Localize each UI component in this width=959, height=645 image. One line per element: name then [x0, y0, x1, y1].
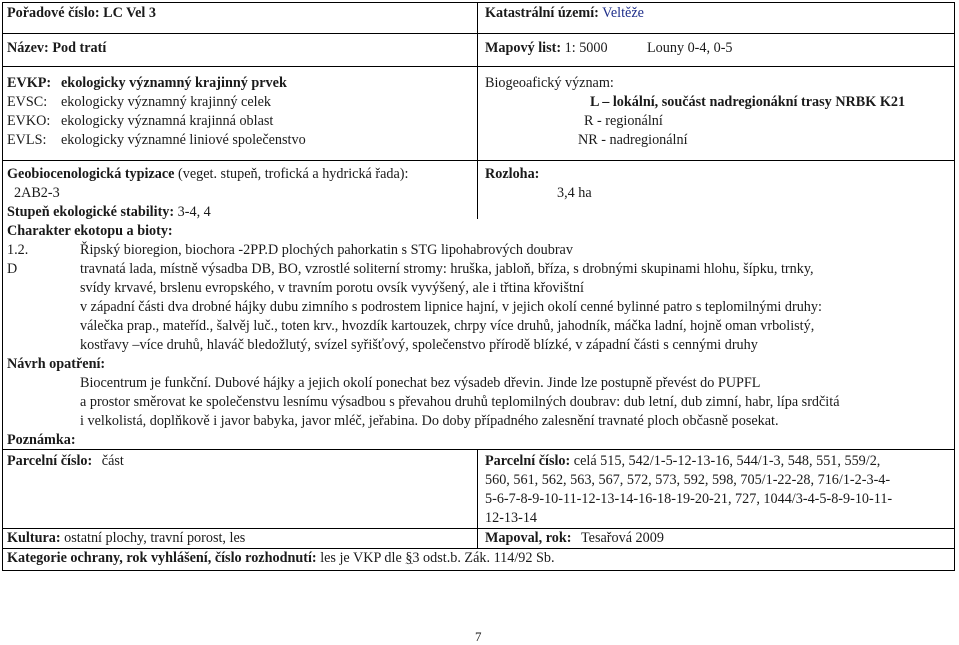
parcela-left [7, 453, 124, 470]
kategorie-rest: 3 odst.b. Zák. 114/92 Sb. [412, 550, 555, 566]
rule [2, 33, 955, 34]
rule [2, 528, 955, 529]
biogeo-nadregionalni: NR - nadregionální [578, 132, 688, 148]
charakter-region: Řipský bioregion, biochora -2PP.D plochých pahorkatin s STG lipohabrových doubrav [80, 242, 573, 258]
parcela-right-line: 5-6-7-8-9-10-11-12-13-14-16-18-19-20-21, 727, 1044/3-4-5-8-9-10-11- [485, 491, 893, 507]
charakter-line: svídy krvavé, brslenu evropského, v travním porotu ovsík vyvýšený, ale i třtina křovištní [80, 280, 584, 296]
charakter-label: Charakter ekotopu a bioty: [7, 223, 173, 239]
mapovy-list [485, 40, 608, 57]
page-number: 7 [475, 629, 482, 644]
nazev [7, 40, 106, 57]
mapoval-label: Mapoval, rok: [485, 530, 572, 546]
charakter-code: 1.2. [7, 242, 29, 258]
parcela-left-label: Parcelní číslo: [7, 453, 93, 469]
legend-text: ekologicky významná krajinná oblast [61, 113, 274, 129]
katastr-label: Katastrální území: [485, 5, 599, 21]
legend-abbr: EVKP: [7, 75, 52, 91]
column-divider [477, 2, 478, 66]
katastr [485, 5, 644, 22]
legend-evko [7, 113, 273, 130]
rozloha-label: Rozloha: [485, 166, 540, 182]
typizace-note: (veget. stupeň, trofická a hydrická řada): [178, 166, 409, 182]
stabilita-value: 3-4, 4 [177, 204, 211, 220]
rule [2, 548, 955, 549]
legend-evkp [7, 75, 287, 92]
legend-evls [7, 132, 306, 149]
legend-abbr: EVSC: [7, 94, 48, 110]
legend-text: ekologicky významný krajinný celek [61, 94, 271, 110]
poradove-value: LC Vel 3 [103, 5, 156, 21]
mapovy-scale: 1: 5000 [564, 40, 608, 56]
rule [2, 160, 955, 161]
biogeo-regionalni: R - regionální [584, 113, 663, 129]
column-divider [477, 66, 478, 219]
charakter-line: travnatá lada, místně výsadba DB, BO, vzrostlé soliterní stromy: hruška, jabloň, bříza, s drobnými skupinami hlohu, šípku, trnky, [80, 261, 814, 277]
rule [2, 66, 955, 67]
rule [2, 449, 955, 450]
kategorie-label: Kategorie ochrany, rok vyhlášení, číslo rozhodnutí: [7, 550, 317, 566]
stabilita [7, 204, 211, 221]
parcela-right [485, 453, 880, 470]
paragraph-sign: § [405, 550, 413, 566]
charakter-line: válečka prap., mateříd., šalvěj luč., toten krv., hvozdík kartouzek, chrpy více druhů, jahodník, máčka ladní, hojně oman vrbolistý, [80, 318, 815, 334]
kultura [7, 530, 245, 547]
katastr-value: Veltěže [602, 5, 644, 21]
biogeo-lokalni: L – lokální, součást nadregionákní trasy NRBK K21 [590, 94, 906, 110]
biogeo-label: Biogeoafický význam: [485, 75, 614, 91]
poznamka-label: Poznámka: [7, 432, 76, 448]
charakter-line: kostřavy –více druhů, hlaváč bledožlutý, svízel syřišťový, společenstvo přírodě blízké, v západní části s cennými druhy [80, 337, 758, 353]
kategorie-value: les je VKP dle [320, 550, 402, 566]
legend-text: ekologicky významný krajinný prvek [61, 75, 287, 91]
rozloha-value: 3,4 ha [557, 185, 592, 201]
typizace [7, 166, 408, 183]
parcela-left-value: část [101, 453, 124, 469]
navrh-line: Biocentrum je funkční. Dubové hájky a jejich okolí ponechat bez výsadeb dřevin. Jinde lze postupně převést do PUPFL [80, 375, 761, 391]
navrh-line: i velkolistá, doplňkově i javor babyka, javor mléč, jeřabina. Do doby případného zalesnění travnaté ploch občasně posekat. [80, 413, 779, 429]
mapovy-label: Mapový list: [485, 40, 562, 56]
nazev-label: Název: [7, 40, 49, 56]
parcela-right-line: celá 515, 542/1-5-12-13-16, 544/1-3, 548, 551, 559/2, [573, 453, 881, 469]
mapovy-sheets: Louny 0-4, 0-5 [647, 40, 733, 56]
legend-text: ekologicky významné liniové společenstvo [61, 132, 306, 148]
mapoval-value: Tesařová 2009 [581, 530, 664, 546]
legend-abbr: EVKO: [7, 113, 51, 129]
kategorie [7, 550, 555, 567]
kultura-value: ostatní plochy, travní porost, les [64, 530, 246, 546]
legend-evsc [7, 94, 271, 111]
parcela-right-line: 12-13-14 [485, 510, 538, 526]
stabilita-label: Stupeň ekologické stability: [7, 204, 175, 220]
charakter-d: D [7, 261, 18, 277]
charakter-line: v západní části dva drobné hájky dubu zimního s podrostem lipnice hajní, v jejich okolí cenné bylinné patro s teplomilnými druhy: [80, 299, 822, 315]
mapoval [485, 530, 664, 547]
poradove-label: Pořadové číslo: [7, 5, 100, 21]
column-divider [477, 449, 478, 548]
legend-abbr: EVLS: [7, 132, 47, 148]
parcela-right-label: Parcelní číslo: [485, 453, 571, 469]
poradove-cislo [7, 5, 156, 22]
typizace-value: 2AB2-3 [14, 185, 60, 201]
parcela-right-line: 560, 561, 562, 563, 567, 572, 573, 592, 598, 705/1-22-28, 716/1-2-3-4- [485, 472, 891, 488]
kultura-label: Kultura: [7, 530, 61, 546]
nazev-value: Pod tratí [52, 40, 107, 56]
typizace-label: Geobiocenologická typizace [7, 166, 175, 182]
navrh-label: Návrh opatření: [7, 356, 106, 372]
navrh-line: a prostor směrovat ke společenstvu lesnímu výsadbou s převahou druhů teplomilných doubrav: dub letní, dub zimní, habr, lípa srdčitá [80, 394, 840, 410]
